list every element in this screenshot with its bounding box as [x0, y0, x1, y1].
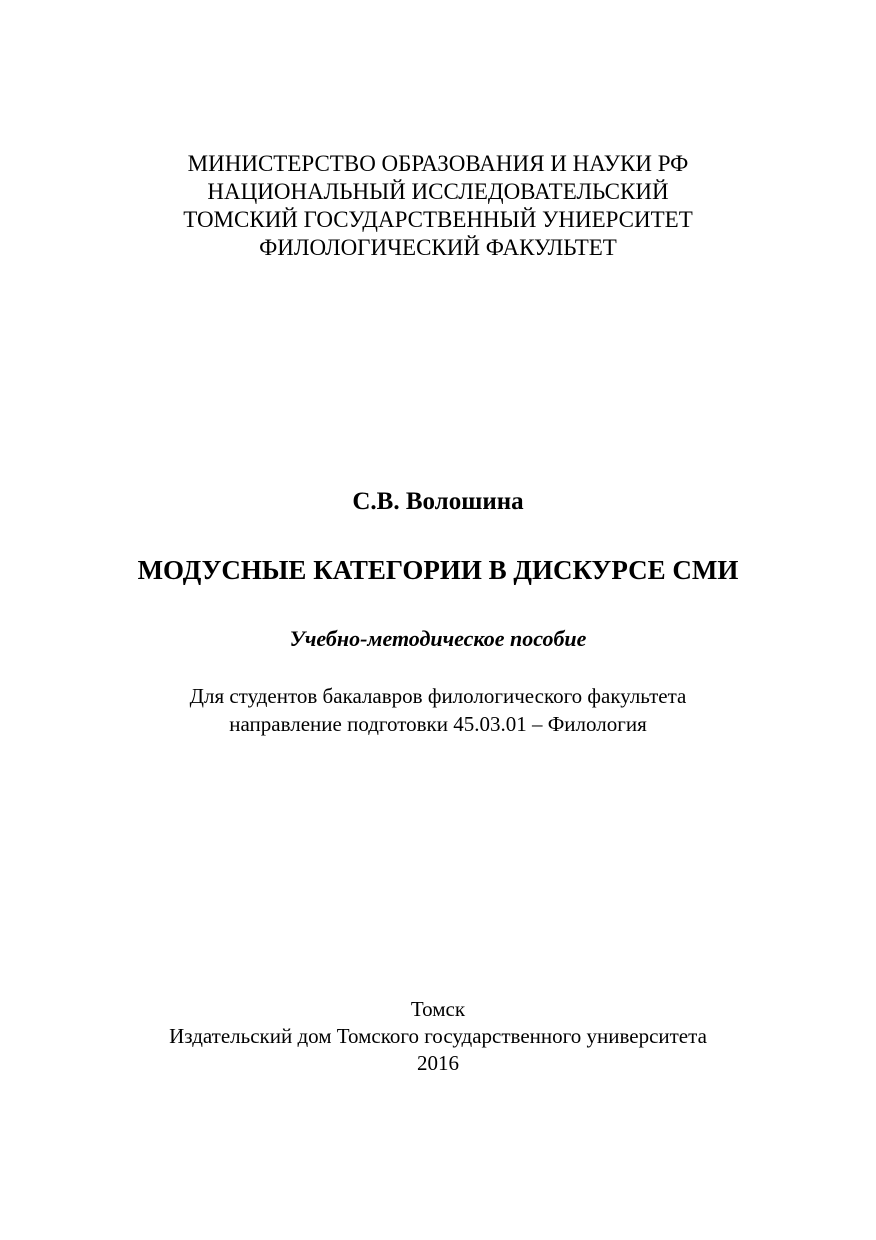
- university-line-2: ТОМСКИЙ ГОСУДАРСТВЕННЫЙ УНИЕРСИТЕТ: [183, 207, 693, 232]
- book-title: МОДУСНЫЕ КАТЕГОРИИ В ДИСКУРСЕ СМИ: [137, 555, 739, 585]
- imprint-city: Томск: [410, 997, 466, 1021]
- faculty-line: ФИЛОЛОГИЧЕСКИЙ ФАКУЛЬТЕТ: [259, 235, 617, 260]
- imprint: [0, 996, 876, 1077]
- institution-header: [0, 150, 876, 262]
- ministry-line: МИНИСТЕРСТВО ОБРАЗОВАНИЯ И НАУКИ РФ: [187, 151, 689, 176]
- university-line-1: НАЦИОНАЛЬНЫЙ ИССЛЕДОВАТЕЛЬСКИЙ: [207, 179, 669, 204]
- target-audience: [0, 682, 876, 738]
- book-subtitle: Учебно-методическое пособие: [289, 626, 587, 651]
- imprint-year: 2016: [417, 1051, 459, 1075]
- audience-line-1: Для студентов бакалавров филологического факультета: [189, 684, 687, 708]
- imprint-publisher: Издательский дом Томского государственного университета: [169, 1024, 707, 1048]
- author-name: С.В. Волошина: [352, 488, 524, 515]
- audience-line-2: направление подготовки 45.03.01 – Филология: [229, 712, 647, 736]
